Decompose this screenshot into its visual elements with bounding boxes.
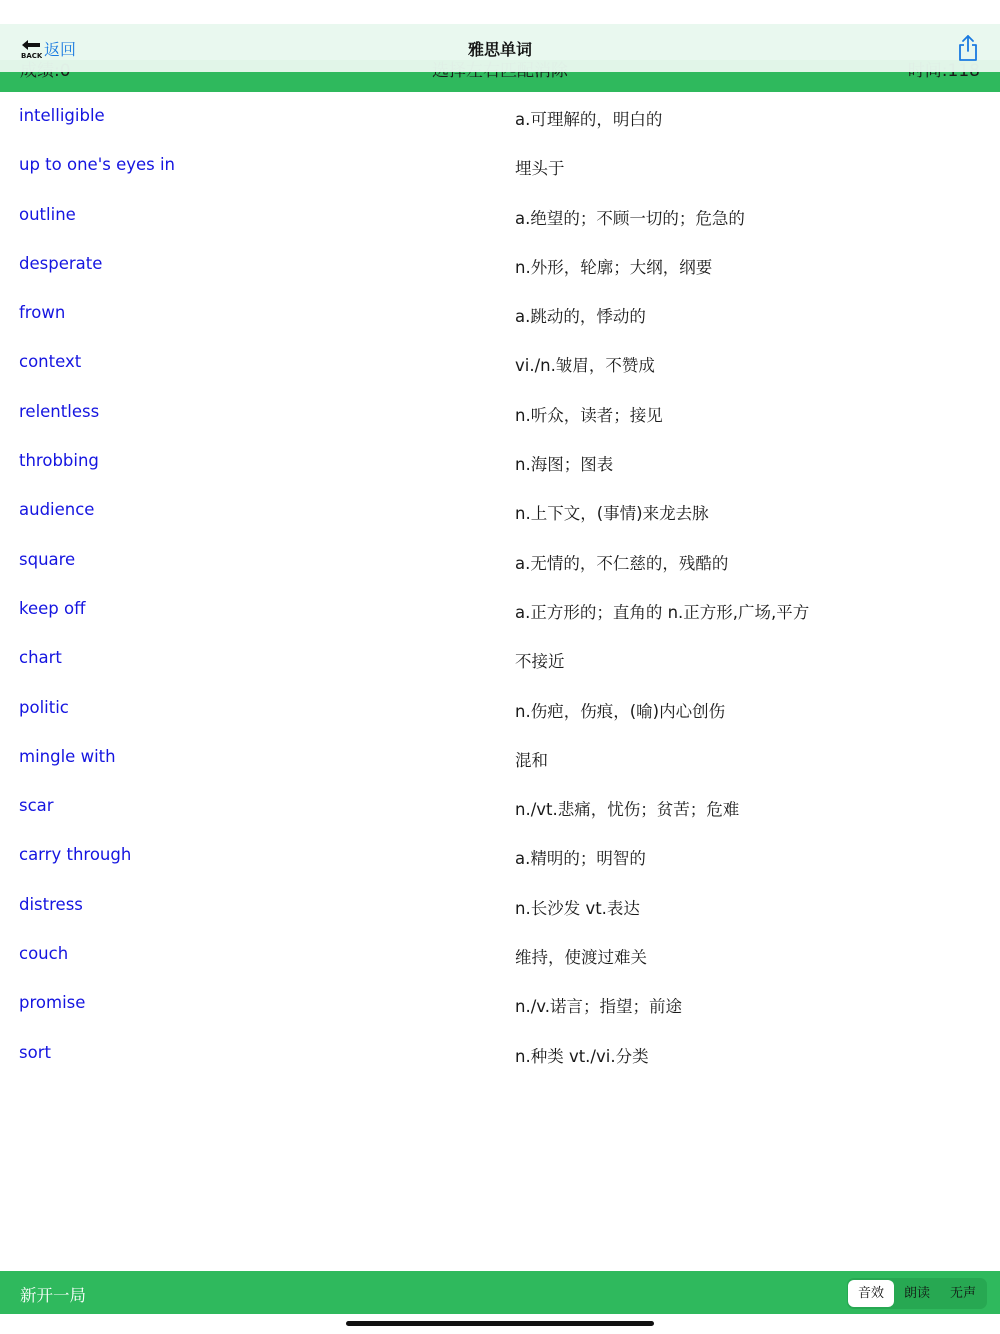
chinese-definition[interactable]: a.无情的，不仁慈的，残酷的	[515, 553, 729, 573]
chinese-definition[interactable]: 不接近	[515, 652, 565, 672]
english-word[interactable]: throbbing	[19, 451, 99, 471]
word-row	[0, 881, 1000, 930]
english-word[interactable]: desperate	[19, 253, 103, 273]
new-game-button[interactable]: 新开一局	[20, 1286, 86, 1305]
chinese-definition[interactable]: a.绝望的；不顾一切的；危急的	[515, 208, 745, 228]
chinese-definition[interactable]: n.上下文，(事情)来龙去脉	[515, 504, 709, 524]
chinese-definition[interactable]: n.外形，轮廓；大纲，纲要	[515, 257, 713, 277]
word-row	[0, 782, 1000, 831]
word-row	[0, 733, 1000, 782]
word-row	[0, 831, 1000, 880]
word-row	[0, 930, 1000, 979]
english-word[interactable]: couch	[19, 944, 69, 964]
chinese-definition[interactable]: n./v.诺言；指望；前途	[515, 997, 682, 1017]
word-row	[0, 92, 1000, 141]
word-row	[0, 338, 1000, 387]
english-word[interactable]: carry through	[19, 845, 132, 865]
english-word[interactable]: relentless	[19, 401, 100, 421]
word-row	[0, 585, 1000, 634]
chinese-definition[interactable]: a.正方形的；直角的 n.正方形,广场,平方	[515, 602, 810, 622]
word-row	[0, 634, 1000, 683]
english-word[interactable]: chart	[19, 648, 62, 668]
word-row	[0, 141, 1000, 190]
chinese-definition[interactable]: 混和	[515, 750, 548, 770]
chinese-definition[interactable]: n.伤疤，伤痕，(喻)内心创伤	[515, 701, 726, 721]
share-icon	[956, 47, 980, 66]
word-row	[0, 240, 1000, 289]
chinese-definition[interactable]: n.种类 vt./vi.分类	[515, 1046, 649, 1066]
sound-mode-segmented-control	[847, 1278, 987, 1309]
chinese-definition[interactable]: n.海图；图表	[515, 455, 614, 475]
navigation-bar	[0, 24, 1000, 72]
sound-option-read-aloud[interactable]: 朗读	[903, 1286, 930, 1301]
chinese-definition[interactable]: 埋头于	[515, 159, 565, 179]
back-label: 返回	[44, 39, 77, 59]
word-row	[0, 486, 1000, 535]
english-word[interactable]: distress	[19, 894, 83, 914]
word-row	[0, 289, 1000, 338]
sound-option-effects[interactable]: 音效	[848, 1280, 894, 1307]
english-word[interactable]: audience	[19, 500, 95, 520]
chinese-definition[interactable]: a.精明的；明智的	[515, 849, 646, 869]
chinese-definition[interactable]: vi./n.皱眉，不赞成	[515, 356, 655, 376]
english-word[interactable]: square	[19, 549, 76, 569]
english-word[interactable]: intelligible	[19, 106, 105, 125]
english-word[interactable]: promise	[19, 993, 86, 1013]
svg-text:BACK: BACK	[21, 52, 42, 59]
chinese-definition[interactable]: n.听众，读者；接见	[515, 405, 663, 425]
english-word[interactable]: up to one's eyes in	[19, 155, 176, 175]
word-row	[0, 388, 1000, 437]
bottom-toolbar	[0, 1271, 1000, 1314]
english-word[interactable]: keep off	[19, 598, 86, 618]
chinese-definition[interactable]: n./vt.悲痛，忧伤；贫苦；危难	[515, 800, 740, 820]
chinese-definition[interactable]: n.长沙发 vt.表达	[515, 898, 640, 918]
word-row	[0, 684, 1000, 733]
chinese-definition[interactable]: a.可理解的，明白的	[515, 110, 663, 129]
english-word[interactable]: politic	[19, 697, 69, 717]
english-word[interactable]: sort	[19, 1042, 51, 1062]
share-button[interactable]	[956, 34, 980, 62]
word-row	[0, 191, 1000, 240]
sound-option-mute[interactable]: 无声	[949, 1286, 976, 1301]
english-word[interactable]: frown	[19, 303, 66, 323]
word-row	[0, 536, 1000, 585]
word-row	[0, 437, 1000, 486]
english-word[interactable]: outline	[19, 204, 76, 224]
chinese-definition[interactable]: a.跳动的，悸动的	[515, 307, 646, 327]
english-word[interactable]: mingle with	[19, 746, 116, 766]
page-title: 雅思单词	[467, 40, 532, 59]
english-word[interactable]: context	[19, 352, 82, 372]
word-row	[0, 1029, 1000, 1078]
home-indicator[interactable]	[346, 1321, 654, 1326]
word-row	[0, 979, 1000, 1028]
chinese-definition[interactable]: 维持，使渡过难关	[515, 948, 647, 968]
word-list	[0, 92, 1000, 1078]
english-word[interactable]: scar	[19, 796, 54, 816]
